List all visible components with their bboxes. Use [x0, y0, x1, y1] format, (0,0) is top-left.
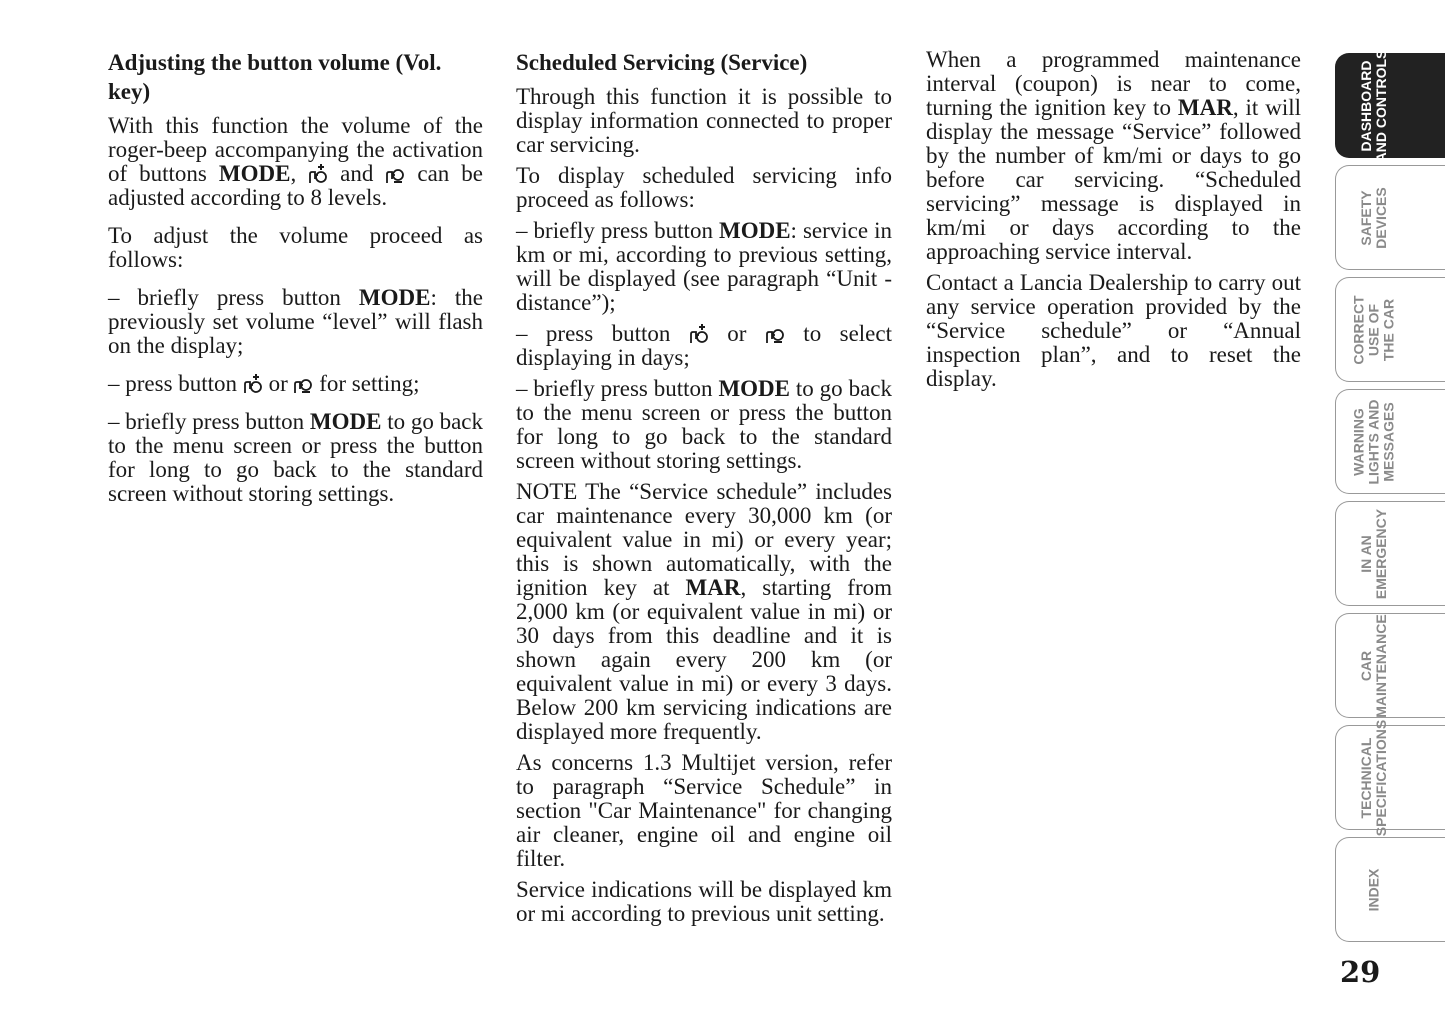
paragraph-intro: With this function the volume of the roger-beep accompanying the activation of buttons MODE, and can be adjusted according to 8 levels.	[108, 113, 483, 210]
tab-car-maintenance[interactable]: CAR MAINTENANCE	[1335, 613, 1445, 718]
dealership-paragraph: Contact a Lancia Dealership to carry out any service operation provided by the “Service schedule” or “Annual inspection plan”, and to reset the display.	[926, 270, 1301, 391]
final-paragraph: Service indications will be displayed km or mi according to previous unit setting.	[516, 877, 892, 926]
volume-up-icon	[243, 373, 263, 394]
column-right	[926, 48, 1301, 398]
tab-dashboard-and-controls[interactable]: DASHBOARD AND CONTROLS	[1335, 53, 1445, 158]
multijet-paragraph: As concerns 1.3 Multijet version, refer to paragraph “Service Schedule” in section "Car Maintenance" for changing air cleaner, engine oil and engine oil filter.	[516, 750, 892, 871]
tab-technical-specifications[interactable]: TECHNICAL SPECIFICATIONS	[1335, 725, 1445, 830]
column-left	[108, 48, 483, 513]
volume-down-icon	[293, 373, 313, 394]
section-heading-volume: Adjusting the button volume (Vol. key)	[108, 50, 442, 104]
volume-up-icon	[308, 163, 328, 184]
step-2: – press button or for setting;	[108, 371, 420, 396]
section-heading-service: Scheduled Servicing (Service)	[516, 50, 808, 75]
tab-index[interactable]: INDEX	[1335, 837, 1445, 942]
step-3: – briefly press button MODE to go back to the menu screen or press the button for long to go back to the standard screen without storing settings.	[516, 376, 892, 473]
volume-up-icon	[689, 323, 709, 344]
volume-down-icon	[765, 323, 785, 344]
paragraph-procedure: To adjust the volume proceed as follows:	[108, 223, 483, 272]
page-number: 29	[1340, 955, 1381, 989]
tab-warning-lights-and-messages[interactable]: WARNING LIGHTS AND MESSAGES	[1335, 389, 1445, 494]
step-1: – briefly press button MODE: the previously set volume “level” will flash on the display;	[108, 285, 483, 358]
coupon-paragraph: When a programmed maintenance interval (coupon) is near to come, turning the ignition key to MAR, it will display the message “Service” followed by the number of km/mi or days to go before car servicing. “Scheduled servicing” message is displayed in km/mi or days according to the approaching service interval.	[926, 47, 1301, 264]
paragraph-procedure: To display scheduled servicing info proceed as follows:	[516, 163, 892, 212]
tab-safety-devices[interactable]: SAFETY DEVICES	[1335, 165, 1445, 270]
note-paragraph: NOTE The “Service schedule” includes car maintenance every 30,000 km (or equivalent value in mi) or every year; this is shown automatically, with the ignition key at MAR, starting from 2,000 km (or equivalent value in mi) or 30 days from this deadline and it is shown again every 200 km (or equivalent value in mi) or every 3 days. Below 200 km servicing indications are displayed more frequently.	[516, 479, 892, 744]
paragraph-intro: Through this function it is possible to display information connected to proper car servicing.	[516, 84, 892, 157]
step-2: – press button or to select displaying in days;	[516, 321, 892, 370]
tab-in-an-emergency[interactable]: IN AN EMERGENCY	[1335, 501, 1445, 606]
tab-correct-use-of-the-car[interactable]: CORRECT USE OF THE CAR	[1335, 277, 1445, 382]
column-middle	[516, 48, 892, 933]
step-3: – briefly press button MODE to go back to the menu screen or press the button for long to go back to the standard screen without storing settings.	[108, 409, 484, 506]
step-1: – briefly press button MODE: service in km or mi, according to previous setting, will be displayed (see paragraph “Unit - distance”);	[516, 218, 893, 315]
volume-down-icon	[385, 163, 405, 184]
